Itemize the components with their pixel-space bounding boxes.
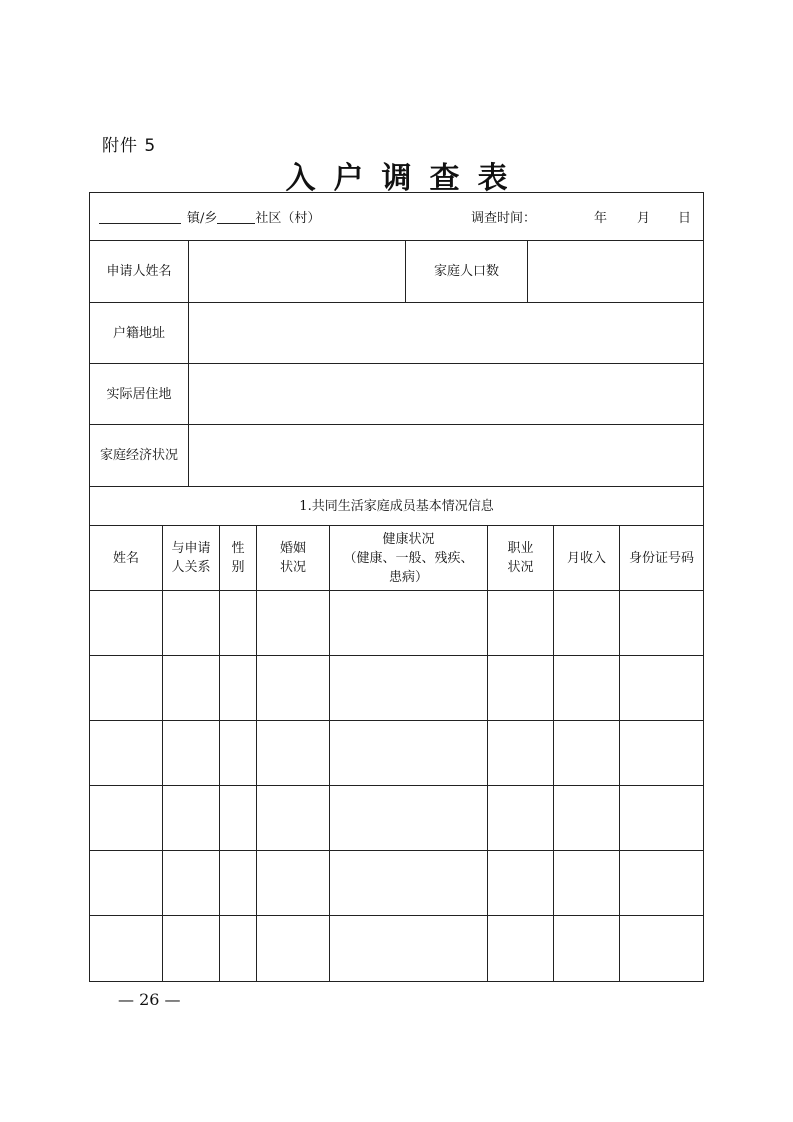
- member-marital-cell[interactable]: [257, 591, 330, 655]
- household-address-field[interactable]: [189, 303, 703, 363]
- member-marital-cell[interactable]: [257, 656, 330, 720]
- col-header-line: 婚姻: [279, 541, 306, 556]
- member-name-cell[interactable]: [90, 916, 163, 981]
- table-row: [90, 851, 703, 916]
- applicant-name-field[interactable]: [189, 241, 406, 302]
- page-number: — 26 —: [118, 990, 181, 1009]
- location-date-line: [90, 193, 703, 240]
- day-label: 日: [677, 211, 691, 226]
- col-header-health: [330, 526, 488, 590]
- family-economic-label: 家庭经济状况: [90, 425, 189, 486]
- member-relation-cell[interactable]: [163, 721, 220, 785]
- member-id-number-cell[interactable]: [620, 721, 703, 785]
- member-relation-cell[interactable]: [163, 916, 220, 981]
- member-gender-cell[interactable]: [220, 591, 257, 655]
- survey-time: [471, 207, 691, 226]
- form-header-row: [90, 193, 703, 241]
- household-survey-form: [89, 192, 704, 982]
- family-economic-row: [90, 425, 703, 487]
- member-marital-cell[interactable]: [257, 721, 330, 785]
- member-relation-cell[interactable]: [163, 656, 220, 720]
- member-health-cell[interactable]: [330, 656, 488, 720]
- member-marital-cell[interactable]: [257, 851, 330, 915]
- col-header-occupation: [488, 526, 554, 590]
- applicant-row: [90, 241, 703, 303]
- col-header-line: 状况: [507, 560, 534, 575]
- member-gender-cell[interactable]: [220, 721, 257, 785]
- col-header-marital: [257, 526, 330, 590]
- member-id-number-cell[interactable]: [620, 786, 703, 850]
- members-section-title: 1.共同生活家庭成员基本情况信息: [299, 498, 494, 514]
- member-gender-cell[interactable]: [220, 656, 257, 720]
- town-label: 镇/乡: [187, 211, 218, 226]
- family-size-field[interactable]: [528, 241, 703, 302]
- members-section-row: [90, 487, 703, 526]
- member-occupation-cell[interactable]: [488, 656, 554, 720]
- member-income-cell[interactable]: [554, 721, 620, 785]
- member-occupation-cell[interactable]: [488, 591, 554, 655]
- member-name-cell[interactable]: [90, 786, 163, 850]
- col-header-income: [554, 526, 620, 590]
- member-id-number-cell[interactable]: [620, 656, 703, 720]
- member-relation-cell[interactable]: [163, 786, 220, 850]
- col-header-line: 职业: [507, 541, 534, 556]
- actual-residence-field[interactable]: [189, 364, 703, 424]
- member-income-cell[interactable]: [554, 591, 620, 655]
- table-row: [90, 591, 703, 656]
- member-name-cell[interactable]: [90, 851, 163, 915]
- member-id-number-cell[interactable]: [620, 591, 703, 655]
- member-health-cell[interactable]: [330, 721, 488, 785]
- col-header-line: （健康、一般、残疾、: [343, 550, 474, 566]
- member-relation-cell[interactable]: [163, 591, 220, 655]
- col-header-gender: [220, 526, 257, 590]
- table-row: [90, 721, 703, 786]
- col-header-line: 与申请: [171, 541, 211, 556]
- member-occupation-cell[interactable]: [488, 916, 554, 981]
- actual-residence-label: 实际居住地: [90, 364, 189, 424]
- member-occupation-cell[interactable]: [488, 721, 554, 785]
- table-row: [90, 916, 703, 981]
- member-occupation-cell[interactable]: [488, 786, 554, 850]
- member-gender-cell[interactable]: [220, 851, 257, 915]
- member-gender-cell[interactable]: [220, 916, 257, 981]
- member-gender-cell[interactable]: [220, 786, 257, 850]
- col-header-line: 姓名: [112, 550, 139, 566]
- community-label: 社区（村）: [255, 211, 321, 226]
- col-header-line: 身份证号码: [628, 550, 694, 566]
- applicant-name-label: 申请人姓名: [90, 241, 189, 302]
- members-table-body: [90, 591, 703, 981]
- col-header-line: 患病）: [388, 569, 428, 585]
- col-header-line: 月收入: [566, 550, 606, 566]
- member-income-cell[interactable]: [554, 786, 620, 850]
- year-label: 年: [593, 211, 607, 226]
- col-header-line: 性: [231, 541, 245, 556]
- col-header-line: 人关系: [171, 560, 211, 575]
- member-health-cell[interactable]: [330, 851, 488, 915]
- survey-time-label: 调查时间：: [470, 211, 536, 226]
- town-blank[interactable]: [99, 209, 181, 224]
- member-income-cell[interactable]: [554, 916, 620, 981]
- member-income-cell[interactable]: [554, 656, 620, 720]
- member-name-cell[interactable]: [90, 591, 163, 655]
- member-health-cell[interactable]: [330, 786, 488, 850]
- family-size-label: 家庭人口数: [406, 241, 528, 302]
- member-id-number-cell[interactable]: [620, 916, 703, 981]
- family-economic-field[interactable]: [189, 425, 703, 486]
- col-header-name: [90, 526, 163, 590]
- member-health-cell[interactable]: [330, 591, 488, 655]
- attachment-label: 附件 5: [102, 136, 157, 156]
- member-occupation-cell[interactable]: [488, 851, 554, 915]
- member-marital-cell[interactable]: [257, 916, 330, 981]
- table-row: [90, 786, 703, 851]
- household-address-row: [90, 303, 703, 364]
- col-header-line: 别: [231, 560, 245, 575]
- member-relation-cell[interactable]: [163, 851, 220, 915]
- form-title: 入户调查表: [285, 161, 526, 196]
- col-header-relation: [163, 526, 220, 590]
- col-header-id-number: [620, 526, 703, 590]
- community-blank[interactable]: [217, 209, 255, 224]
- member-marital-cell[interactable]: [257, 786, 330, 850]
- household-address-label: 户籍地址: [90, 303, 189, 363]
- member-health-cell[interactable]: [330, 916, 488, 981]
- member-name-cell[interactable]: [90, 721, 163, 785]
- member-income-cell[interactable]: [554, 851, 620, 915]
- member-id-number-cell[interactable]: [620, 851, 703, 915]
- member-name-cell[interactable]: [90, 656, 163, 720]
- col-header-line: 状况: [279, 560, 306, 575]
- members-header-row: [90, 526, 703, 591]
- actual-residence-row: [90, 364, 703, 425]
- col-header-line: 健康状况: [382, 531, 435, 547]
- month-label: 月: [636, 211, 650, 226]
- table-row: [90, 656, 703, 721]
